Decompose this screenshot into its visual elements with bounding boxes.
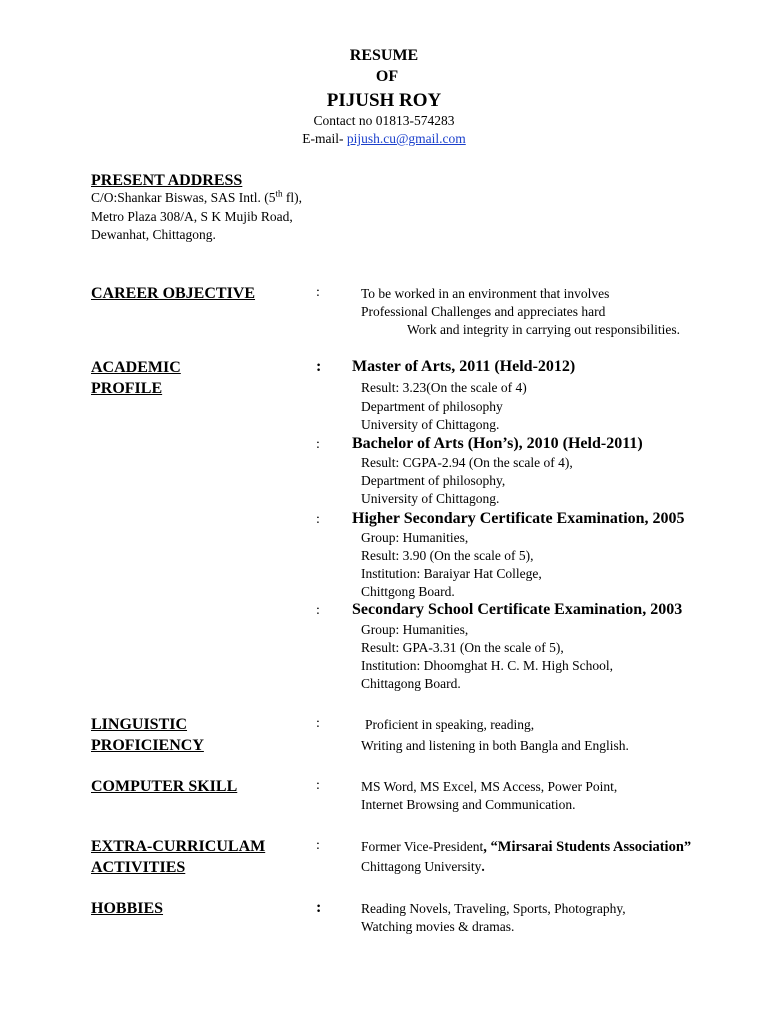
ssc-line-4: Chittagong Board. xyxy=(361,676,461,691)
address-line-1-text: C/O:Shankar Biswas, SAS Intl. (5 xyxy=(91,190,276,205)
computer-line-2: Internet Browsing and Communication. xyxy=(361,797,576,812)
hsc-line-1: Group: Humanities, xyxy=(361,530,469,545)
computer-colon: : xyxy=(316,778,320,793)
masters-line-1: Result: 3.23(On the scale of 4) xyxy=(361,380,527,395)
degree-title-ssc: Secondary School Certificate Examination, 2003 xyxy=(352,601,683,618)
candidate-name: PIJUSH ROY xyxy=(326,90,442,111)
masters-line-3: University of Chittagong. xyxy=(361,417,500,432)
career-line-3: Work and integrity in carrying out responsibilities. xyxy=(407,322,680,337)
academic-colon-2: : xyxy=(316,437,320,452)
present-address-heading: PRESENT ADDRESS xyxy=(91,172,243,189)
computer-skill-heading: COMPUTER SKILL xyxy=(91,778,238,795)
contact-number: Contact no 01813-574283 xyxy=(313,113,455,128)
email-line xyxy=(0,130,768,148)
academic-heading-2: PROFILE xyxy=(91,380,163,397)
career-objective-heading: CAREER OBJECTIVE xyxy=(91,285,256,302)
hsc-line-4: Chittgong Board. xyxy=(361,584,455,599)
email-link[interactable]: pijush.cu@gmail.com xyxy=(346,131,466,146)
hobbies-line-1: Reading Novels, Traveling, Sports, Photography, xyxy=(361,901,626,916)
hobbies-line-2: Watching movies & dramas. xyxy=(361,919,515,934)
linguistic-line-2: Writing and listening in both Bangla and English. xyxy=(361,738,629,753)
resume-title: RESUME xyxy=(349,47,419,64)
ssc-line-2: Result: GPA-3.31 (On the scale of 5), xyxy=(361,640,564,655)
extra-curricular-heading-2: ACTIVITIES xyxy=(91,859,186,876)
linguistic-colon: : xyxy=(316,716,320,731)
bachelors-line-1: Result: CGPA-2.94 (On the scale of 4), xyxy=(361,455,573,470)
bachelors-line-2: Department of philosophy, xyxy=(361,473,506,488)
hsc-line-2: Result: 3.90 (On the scale of 5), xyxy=(361,548,534,563)
degree-title-masters: Master of Arts, 2011 (Held-2012) xyxy=(352,358,576,375)
extra-university: Chittagong University xyxy=(361,859,482,874)
bachelors-line-3: University of Chittagong. xyxy=(361,491,500,506)
academic-colon-1: : xyxy=(316,358,322,375)
degree-title-bachelors: Bachelor of Arts (Hon’s), 2010 (Held-2011) xyxy=(352,435,643,452)
address-line-3: Dewanhat, Chittagong. xyxy=(91,227,216,242)
linguistic-line-1: Proficient in speaking, reading, xyxy=(365,717,535,732)
academic-heading-1: ACADEMIC xyxy=(91,359,181,376)
extra-line-1 xyxy=(361,838,691,856)
address-line-1-end: fl), xyxy=(282,190,303,205)
extra-role: Former Vice-President xyxy=(361,839,484,854)
extra-colon: : xyxy=(316,838,320,853)
hobbies-colon: : xyxy=(316,899,322,916)
linguistic-heading-1: LINGUISTIC xyxy=(91,716,188,733)
hobbies-heading: HOBBIES xyxy=(91,900,164,917)
academic-colon-3: : xyxy=(316,512,320,527)
extra-line-2 xyxy=(361,858,485,876)
extra-curricular-heading-1: EXTRA-CURRICULAM xyxy=(91,838,266,855)
address-line-2: Metro Plaza 308/A, S K Mujib Road, xyxy=(91,209,293,224)
email-label: E-mail- xyxy=(302,131,347,146)
career-colon: : xyxy=(316,285,320,300)
computer-line-1: MS Word, MS Excel, MS Access, Power Point, xyxy=(361,779,618,794)
career-line-1: To be worked in an environment that involves xyxy=(361,286,610,301)
academic-colon-4: : xyxy=(316,603,320,618)
address-line-1 xyxy=(91,189,302,207)
address-superscript: th xyxy=(275,188,283,199)
career-line-2: Professional Challenges and appreciates hard xyxy=(361,304,606,319)
ssc-line-3: Institution: Dhoomghat H. C. M. High School, xyxy=(361,658,614,673)
linguistic-heading-2: PROFICIENCY xyxy=(91,737,204,754)
extra-period: . xyxy=(481,859,485,874)
masters-line-2: Department of philosophy xyxy=(361,399,503,414)
degree-title-hsc: Higher Secondary Certificate Examination, 2005 xyxy=(352,510,685,527)
resume-of: OF xyxy=(375,68,399,85)
hsc-line-3: Institution: Baraiyar Hat College, xyxy=(361,566,542,581)
ssc-line-1: Group: Humanities, xyxy=(361,622,469,637)
extra-association: , “Mirsarai Students Association” xyxy=(483,839,692,855)
